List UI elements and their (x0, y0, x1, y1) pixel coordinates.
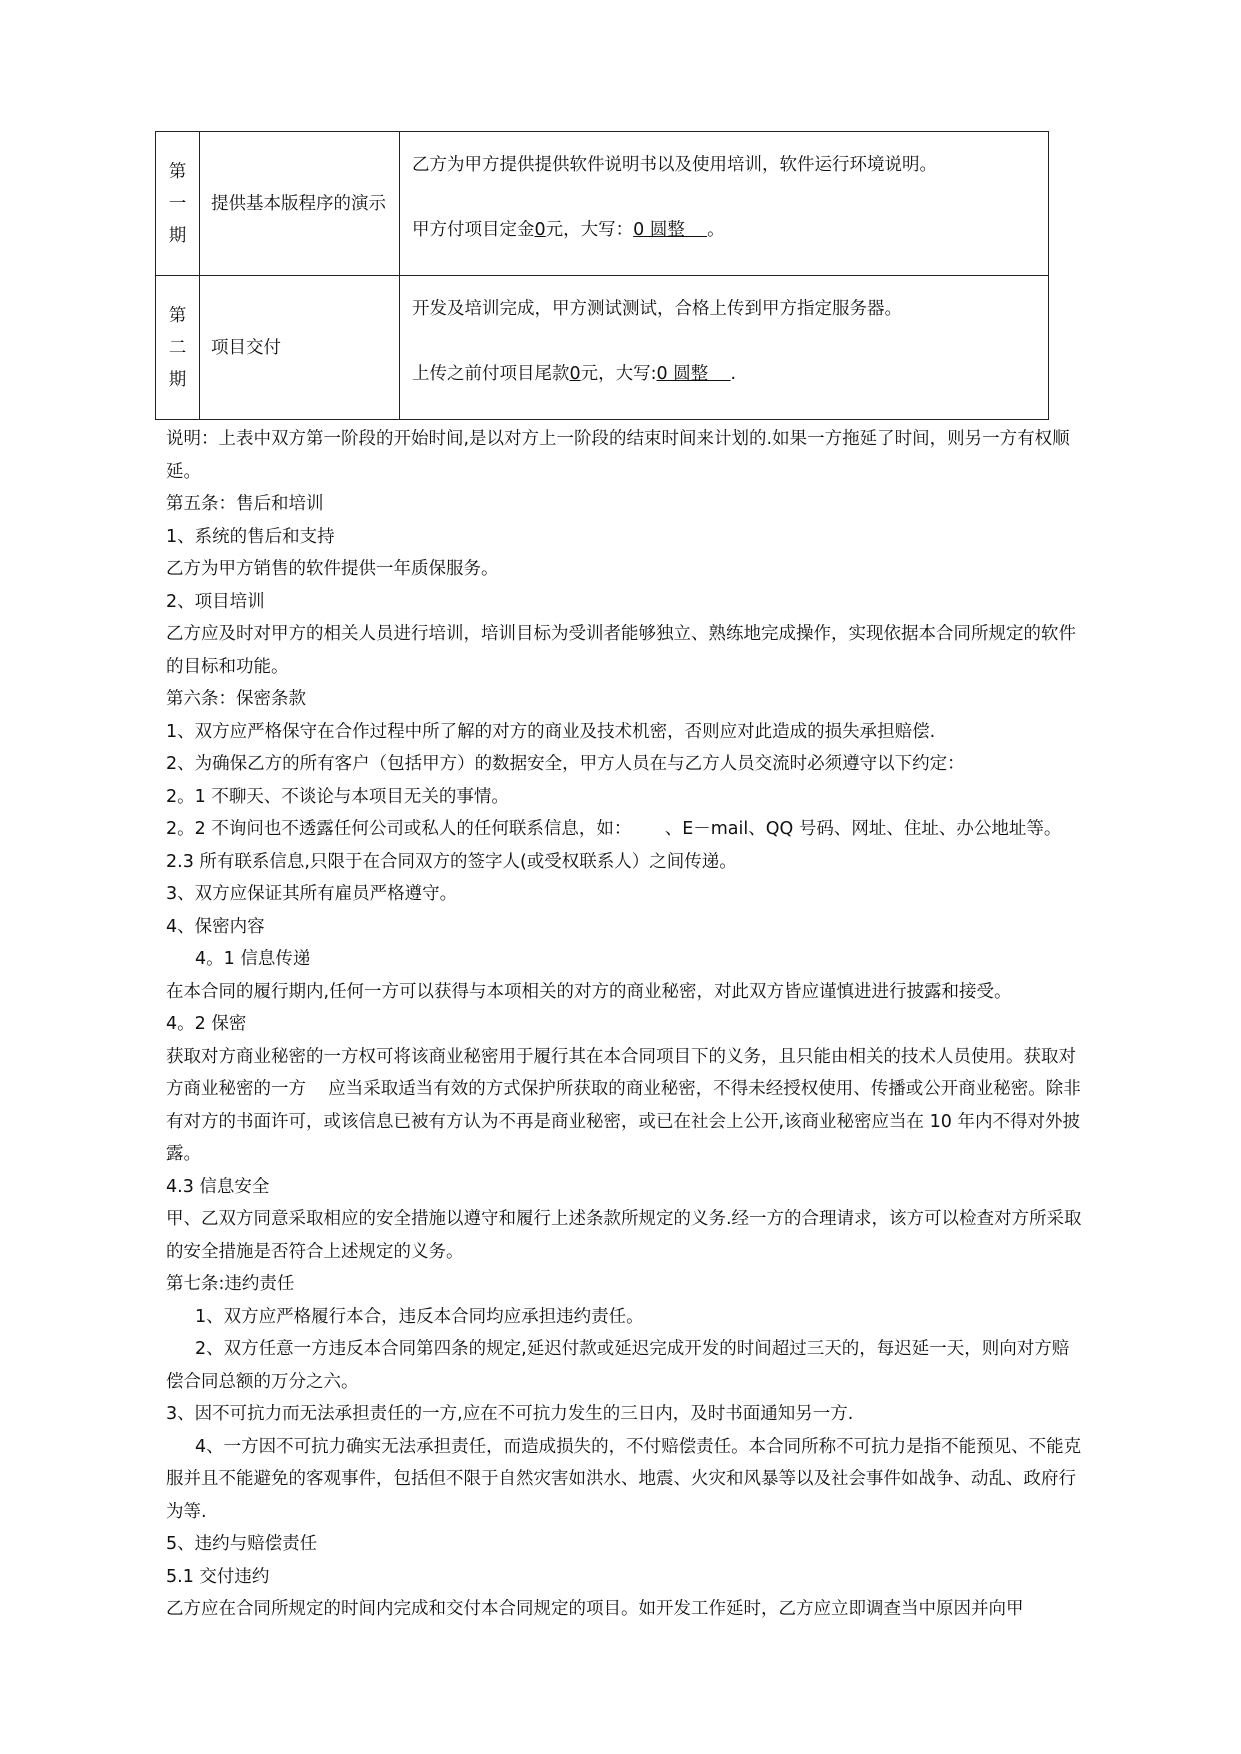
paragraph: 第七条:违约责任 (166, 1274, 295, 1294)
payment-mid: 元，大写: (580, 364, 657, 384)
payment-words: 0 圆整 (656, 364, 731, 384)
paragraph: 甲、乙双方同意采取相应的安全措施以遵守和履行上述条款所规定的义务.经一方的合理请求，该方可以检查对方所采取的安全措施是否符合上述规定的义务。 (166, 1209, 1082, 1262)
paragraph: 在本合同的履行期内,任何一方可以获得与本项相关的对方的商业秘密，对此双方皆应谨慎进进行披露和接受。 (166, 981, 1012, 1002)
phase-char: 二 (168, 337, 187, 358)
paragraph: 4.3 信息安全 (166, 1176, 270, 1197)
table-row (156, 276, 1049, 420)
paragraph: 乙方应及时对甲方的相关人员进行培训，培训目标为受训者能够独立、熟练地完成操作，实现依据本合同所规定的软件的目标和功能。 (166, 624, 1076, 677)
payment-amount: 0 (569, 364, 581, 384)
paragraph: 2、项目培训 (166, 591, 265, 612)
payment-end: . (730, 364, 737, 384)
paragraph: 4、一方因不可抗力确实无法承担责任，而造成损失的，不付赔偿责任。本合同所称不可抗力是指不能预见、不能克服并且不能避免的客观事件，包括但不限于自然灾害如洪水、地震、火灾和风暴等以及社会事件如战争、动乱、政府行为等. (166, 1436, 1082, 1522)
paragraph: 1、双方应严格保守在合作过程中所了解的对方的商业及技术机密，否则应对此造成的损失承担赔偿. (166, 721, 936, 742)
contract-body-text (166, 423, 1086, 1626)
paragraph: 获取对方商业秘密的一方权可将该商业秘密用于履行其在本合同项目下的义务，且只能由相关的技术人员使用。获取对方商业秘密的一方 应当采取适当有效的方式保护所获取的商业秘密，不得未经授权使用、传播或公开商业秘密。除非有对方的书面许可，或该信息已被有方认为不再是商业秘密，或已在社会上公开,该商业秘密应当在 10 年内不得对外披露。 (166, 1046, 1081, 1164)
paragraph: 4、保密内容 (166, 916, 265, 937)
paragraph: 乙方为甲方销售的软件提供一年质保服务。 (166, 559, 499, 579)
phase-name: 提供基本版程序的演示 (211, 193, 386, 214)
payment-line (412, 358, 1048, 390)
paragraph: 1、系统的售后和支持 (166, 526, 335, 547)
paragraph: 1、双方应严格履行本合，违反本合同均应承担违约责任。 (195, 1306, 644, 1327)
paragraph: 2。2 不询问也不透露任何公司或私人的任何联系信息，如： 、E－mail、QQ 号码、网址、住址、办公地址等。 (166, 819, 1062, 839)
paragraph: 2、为确保乙方的所有客户（包括甲方）的数据安全，甲方人员在与乙方人员交流时必须遵守以下约定： (166, 754, 965, 774)
phase-cell (156, 132, 200, 276)
payment-amount: 0 (534, 220, 546, 240)
phase-char: 期 (168, 225, 187, 246)
phase-cell (156, 276, 200, 420)
payment-end: 。 (707, 220, 725, 240)
phase-name-cell (200, 132, 400, 276)
paragraph: 5.1 交付违约 (166, 1566, 270, 1587)
phase-char: 期 (168, 369, 187, 390)
paragraph: 说明：上表中双方第一阶段的开始时间,是以对方上一阶段的结束时间来计划的.如果一方拖延了时间，则另一方有权顺延。 (166, 429, 1070, 482)
paragraph: 4。1 信息传递 (195, 949, 311, 969)
paragraph: 3、双方应保证其所有雇员严格遵守。 (166, 884, 458, 904)
payment-prefix: 上传之前付项目尾款 (412, 364, 570, 384)
phase-char: 一 (168, 193, 187, 214)
paragraph: 2.3 所有联系信息,只限于在合同双方的签字人(或受权联系人）之间传递。 (166, 851, 737, 872)
paragraph: 5、违约与赔偿责任 (166, 1534, 318, 1554)
phase-description: 乙方为甲方提供提供软件说明书以及使用培训，软件运行环境说明。 (412, 155, 937, 175)
payment-schedule-table (155, 131, 1049, 420)
phase-desc-cell (400, 132, 1049, 276)
paragraph: 乙方应在合同所规定的时间内完成和交付本合同规定的项目。如开发工作延时，乙方应立即调查当中原因并向甲 (166, 1599, 1024, 1619)
phase-name-cell (200, 276, 400, 420)
payment-line (412, 214, 1048, 246)
paragraph: 3、因不可抗力而无法承担责任的一方,应在不可抗力发生的三日内，及时书面通知另一方. (166, 1404, 854, 1424)
phase-char: 第 (168, 305, 187, 326)
paragraph: 2。1 不聊天、不谈论与本项目无关的事情。 (166, 786, 509, 807)
paragraph: 第六条：保密条款 (166, 689, 306, 709)
payment-prefix: 甲方付项目定金 (412, 220, 535, 240)
phase-name: 项目交付 (211, 337, 281, 358)
payment-mid: 元，大写： (545, 220, 634, 240)
phase-desc-cell (400, 276, 1049, 420)
paragraph: 2、双方任意一方违反本合同第四条的规定,延迟付款或延迟完成开发的时间超过三天的，每迟延一天，则向对方赔偿合同总额的万分之六。 (166, 1339, 1070, 1392)
table-row (156, 132, 1049, 276)
payment-words: 0 圆整 (633, 220, 708, 240)
paragraph: 4。2 保密 (166, 1014, 247, 1034)
paragraph: 第五条：售后和培训 (166, 494, 324, 514)
phase-char: 第 (168, 161, 187, 182)
phase-description: 开发及培训完成，甲方测试测试，合格上传到甲方指定服务器。 (412, 299, 902, 319)
